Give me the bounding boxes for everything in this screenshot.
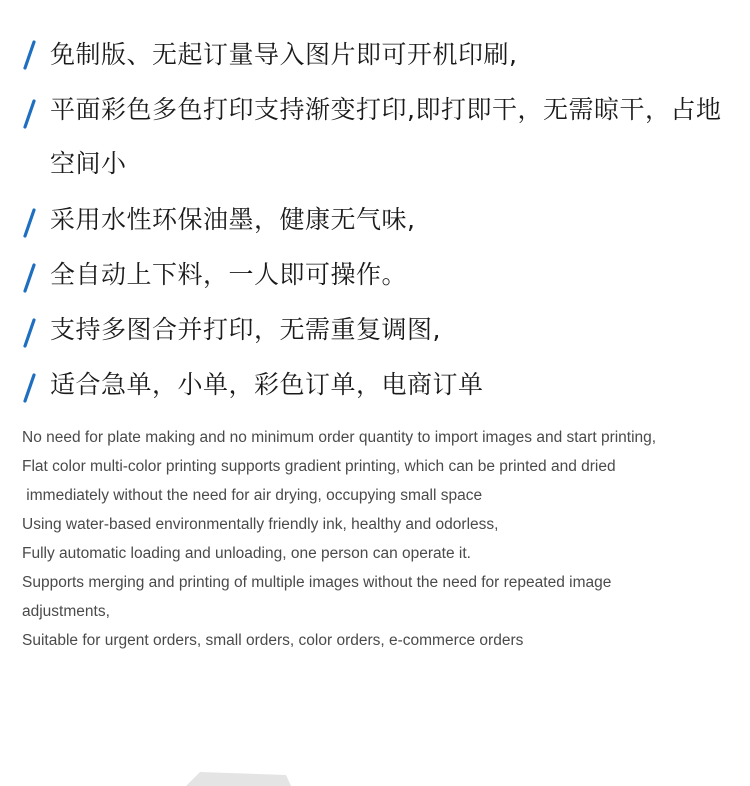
slash-icon [22,40,36,70]
slash-icon [22,373,36,403]
slash-icon [22,99,36,129]
english-line: Flat color multi-color printing supports gradient printing, which can be printed and dried [22,458,616,475]
feature-text: 全自动上下料，一人即可操作。 [50,260,408,289]
english-line: Using water-based environmentally friendly ink, healthy and odorless, [22,516,499,533]
english-line: immediately without the need for air drying, occupying small space [22,487,483,504]
feature-text: 适合急单，小单，彩色订单，电商订单 [50,370,484,399]
english-line: Fully automatic loading and unloading, one person can operate it. [22,545,471,562]
slash-icon [22,263,36,293]
slash-icon [22,318,36,348]
feature-text: 免制版、无起订量导入图片即可开机印刷, [50,40,518,69]
english-line: No need for plate making and no minimum order quantity to import images and start printing, [22,429,657,446]
feature-text: 平面彩色多色打印支持渐变打印,即打即干，无需晾干，占地空间小 [50,95,722,178]
product-image-edge [186,772,291,786]
feature-text: 采用水性环保油墨，健康无气味, [50,205,416,234]
feature-text: 支持多图合并打印，无需重复调图, [50,315,441,344]
slash-icon [22,208,36,238]
english-line: adjustments, [22,603,110,620]
english-line: Supports merging and printing of multiple images without the need for repeated image [22,574,612,591]
english-line: Suitable for urgent orders, small orders, color orders, e-commerce orders [22,632,524,649]
english-description [22,423,737,655]
